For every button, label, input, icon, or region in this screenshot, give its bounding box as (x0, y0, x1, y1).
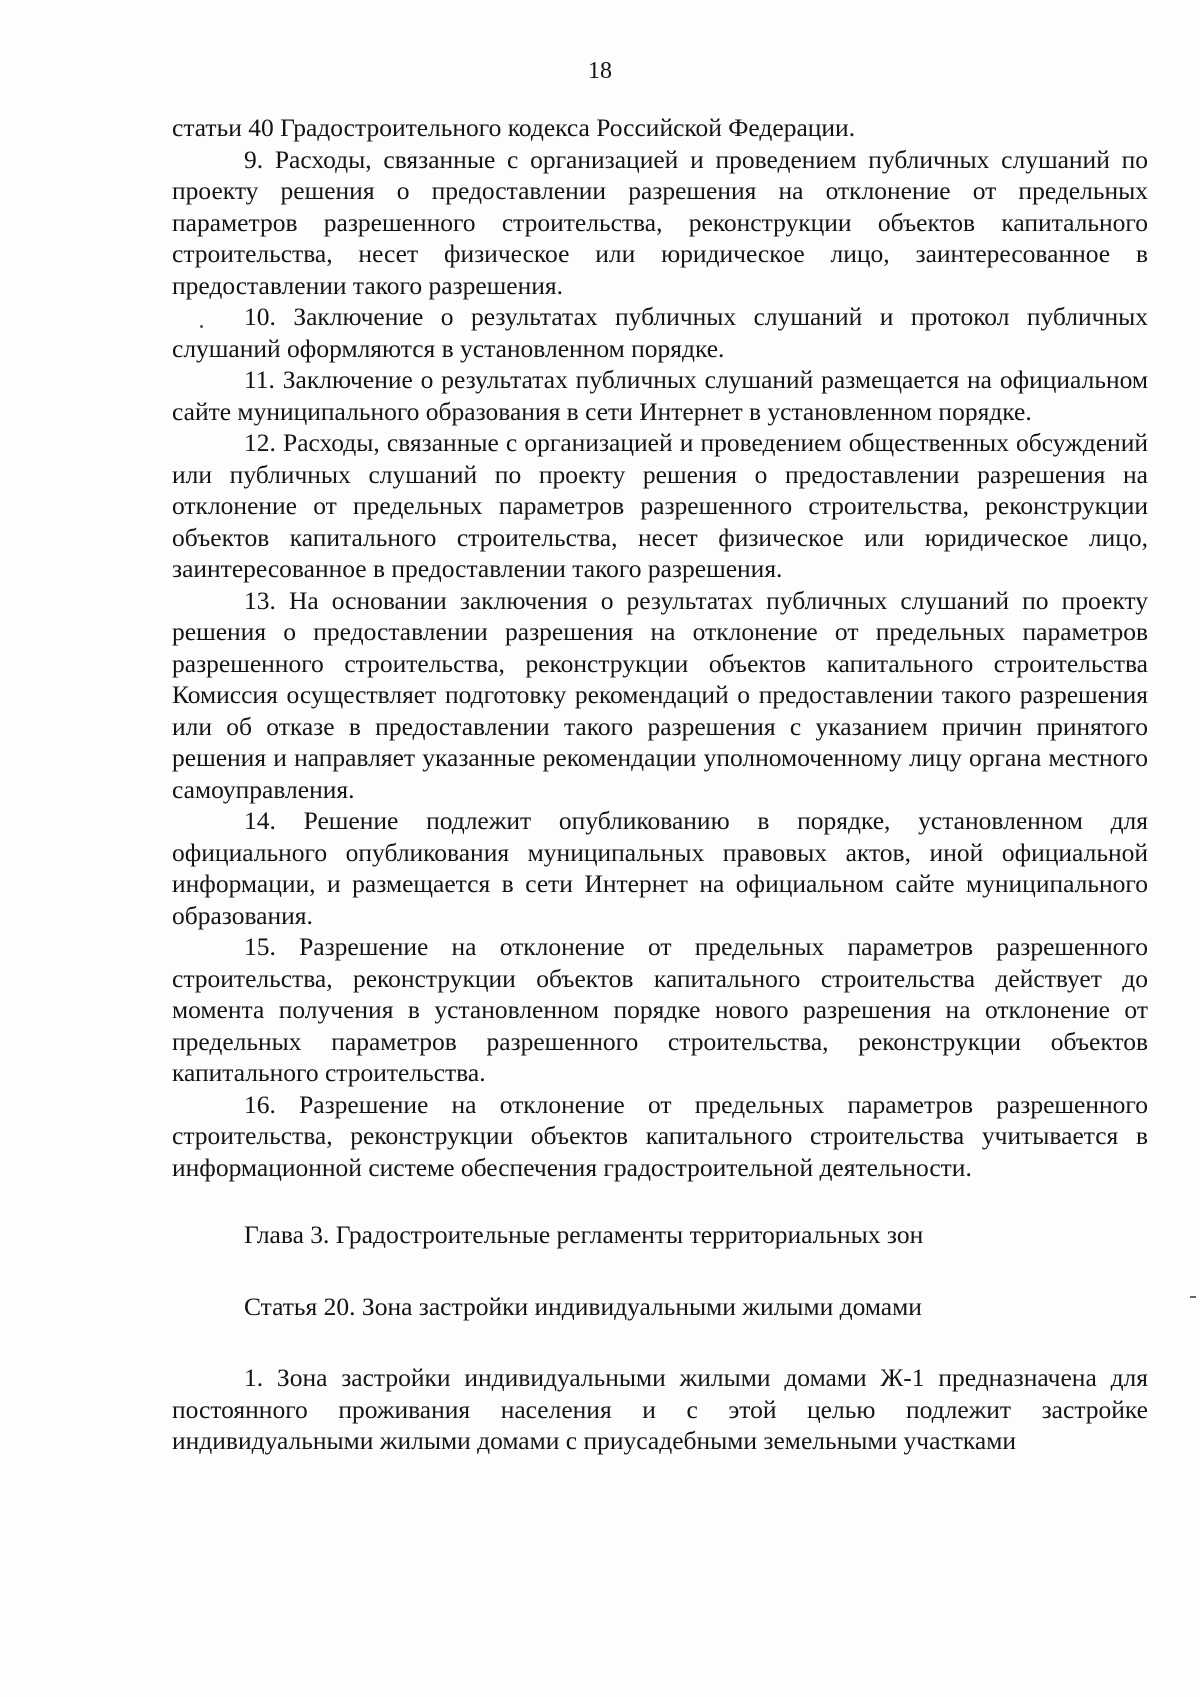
article-heading: Статья 20. Зона застройки индивидуальными жилыми домами (244, 1291, 922, 1321)
paragraph-12: 12. Расходы, связанные с организацией и проведением общественных обсуждений или публичных слушаний по проекту решения о предоставлении разрешения на отклонение от предельных параметров разрешенного строительства, реконструкции объектов капитального строительства, несет физическое или юридическое лицо, заинтересованное в предоставлении такого разрешения. (172, 428, 1148, 583)
chapter-heading: Глава 3. Градостроительные регламенты территориальных зон (244, 1220, 924, 1249)
scan-edge-mark (1190, 1296, 1196, 1298)
paragraph-16: 16. Разрешение на отклонение от предельных параметров разрешенного строительства, реконструкции объектов капитального строительства учитывается в информационной системе обеспечения градостроительной деятельности. (172, 1089, 1148, 1182)
paragraph-9: 9. Расходы, связанные с организацией и проведением публичных слушаний по проекту решения о предоставлении разрешения на отклонение от предельных параметров разрешенного строительства, реконструкции объектов капитального строительства, несет физическое или юридическое лицо, заинтересованное в предоставлении такого разрешения. (172, 144, 1148, 300)
paragraph-continuation: статьи 40 Градостроительного кодекса Российской Федерации. (172, 113, 856, 142)
paragraph-15: 15. Разрешение на отклонение от предельных параметров разрешенного строительства, реконструкции объектов капитального строительства действует до момента получения в установленном порядке нового разрешения на отклонение от предельных параметров разрешенного строительства, реконструкции объектов капитального строительства. (172, 932, 1148, 1087)
paragraph-10: 10. Заключение о результатах публичных слушаний и протокол публичных слушаний оформляются в установленном порядке. (172, 302, 1148, 363)
paragraph-14: 14. Решение подлежит опубликованию в порядке, установленном для официального опубликования муниципальных правовых актов, иной официальной информации, и размещается в сети Интернет на официальном сайте муниципального образования. (172, 806, 1148, 930)
page-number: 18 (588, 58, 612, 84)
paragraph-13: 13. На основании заключения о результатах публичных слушаний по проекту решения о предоставлении разрешения на отклонение от предельных параметров разрешенного строительства, реконструкции объектов капитального строительства Комиссия осуществляет подготовку рекомендаций о предоставлении такого разрешения или об отказе в предоставлении такого разрешения с указанием причин принятого решения и направляет указанные рекомендации уполномоченному лицу органа местного самоуправления. (172, 585, 1148, 804)
article-paragraph-1: 1. Зона застройки индивидуальными жилыми домами Ж-1 предназначена для постоянного проживания населения и с этой целью подлежит застройке индивидуальными жилыми домами с приусадебными земельными участками (172, 1363, 1148, 1455)
paragraph-11: 11. Заключение о результатах публичных слушаний размещается на официальном сайте муниципального образования в сети Интернет в установленном порядке. (172, 365, 1148, 426)
document-body (172, 112, 1148, 1457)
